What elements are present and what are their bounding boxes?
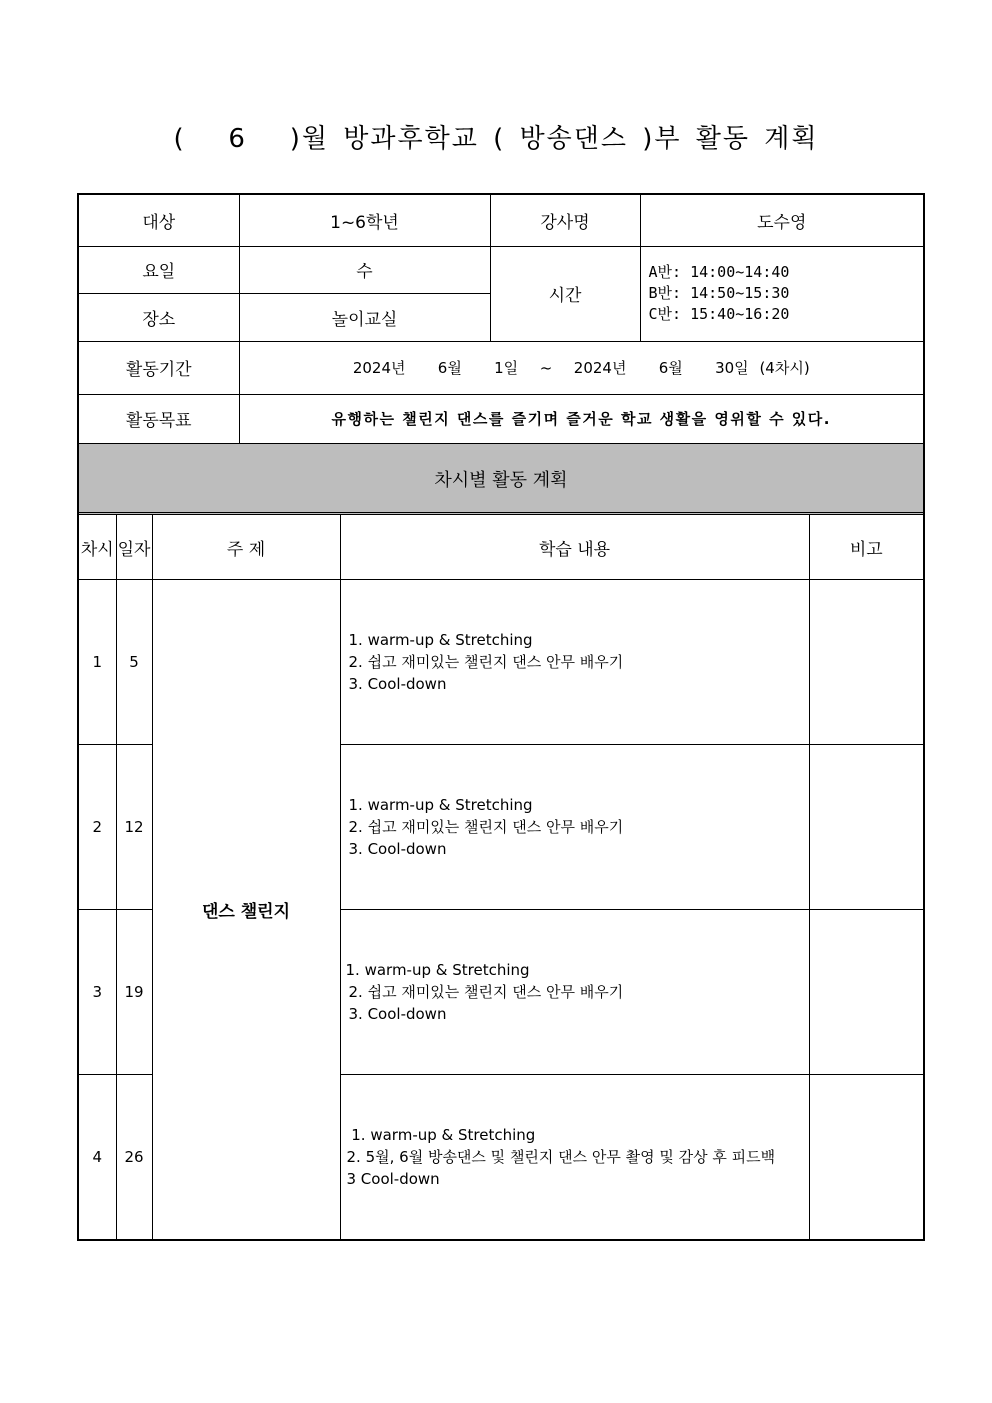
content-line: 3. Cool-down (348, 675, 447, 693)
content-line: 1. warm-up & Stretching (348, 631, 533, 649)
session-number: 3 (78, 910, 116, 1075)
page-title: ( 6 )월 방과후학교 ( 방송댄스 )부 활동 계획 (173, 124, 819, 154)
content-line: 2. 쉽고 재미있는 챌린지 댄스 안무 배우기 (348, 983, 624, 1001)
header-date: 일자 (116, 515, 152, 580)
header-session: 차시 (78, 515, 116, 580)
content-line: 1. warm-up & Stretching (345, 961, 530, 979)
session-number: 4 (78, 1075, 116, 1241)
content-line: 2. 쉽고 재미있는 챌린지 댄스 안무 배우기 (348, 653, 624, 671)
double-line-divider (77, 512, 923, 513)
note-cell (809, 910, 924, 1075)
time-slot-a: A반: 14:00~14:40 (648, 263, 790, 281)
day-label: 요일 (78, 246, 239, 293)
schedule-band-title: 차시별 활동 계획 (78, 443, 924, 514)
header-content: 학습 내용 (340, 515, 809, 580)
time-slots (640, 246, 924, 341)
session-date: 12 (116, 745, 152, 910)
session-date: 5 (116, 580, 152, 745)
header-note: 비고 (809, 515, 924, 580)
content-cell (340, 1075, 809, 1241)
time-slot-b: B반: 14:50~15:30 (648, 284, 790, 302)
schedule-header-row (78, 515, 924, 580)
content-line: 2. 5월, 6월 방송댄스 및 챌린지 댄스 안무 촬영 및 감상 후 피드백 (346, 1148, 776, 1166)
target-value: 1~6학년 (239, 194, 490, 246)
session-number: 1 (78, 580, 116, 745)
content-line: 1. warm-up & Stretching (346, 1126, 536, 1144)
content-line: 3 Cool-down (346, 1170, 440, 1188)
time-label: 시간 (490, 246, 640, 341)
note-cell (809, 745, 924, 910)
content-line: 1. warm-up & Stretching (348, 796, 533, 814)
note-cell (809, 1075, 924, 1241)
content-cell (340, 910, 809, 1075)
note-cell (809, 580, 924, 745)
place-label: 장소 (78, 293, 239, 341)
session-date: 26 (116, 1075, 152, 1241)
goal-value: 유행하는 챌린지 댄스를 즐기며 즐거운 학교 생활을 영위할 수 있다. (239, 394, 924, 443)
day-value: 수 (239, 246, 490, 293)
topic-cell: 댄스 챌린지 (152, 580, 340, 1241)
instructor-label: 강사명 (490, 194, 640, 246)
table-row (78, 580, 924, 745)
content-line: 3. Cool-down (348, 1005, 447, 1023)
session-number: 2 (78, 745, 116, 910)
schedule-table (77, 514, 925, 1241)
content-line: 3. Cool-down (348, 840, 447, 858)
target-label: 대상 (78, 194, 239, 246)
info-table (77, 193, 925, 515)
period-label: 활동기간 (78, 341, 239, 394)
content-cell (340, 580, 809, 745)
instructor-value: 도수영 (640, 194, 924, 246)
session-date: 19 (116, 910, 152, 1075)
period-value: 2024년 6월 1일 ~ 2024년 6월 30일 (4차시) (239, 341, 924, 394)
content-line: 2. 쉽고 재미있는 챌린지 댄스 안무 배우기 (348, 818, 624, 836)
content-cell (340, 745, 809, 910)
goal-label: 활동목표 (78, 394, 239, 443)
time-slot-c: C반: 15:40~16:20 (648, 305, 790, 323)
header-topic: 주 제 (152, 515, 340, 580)
place-value: 놀이교실 (239, 293, 490, 341)
